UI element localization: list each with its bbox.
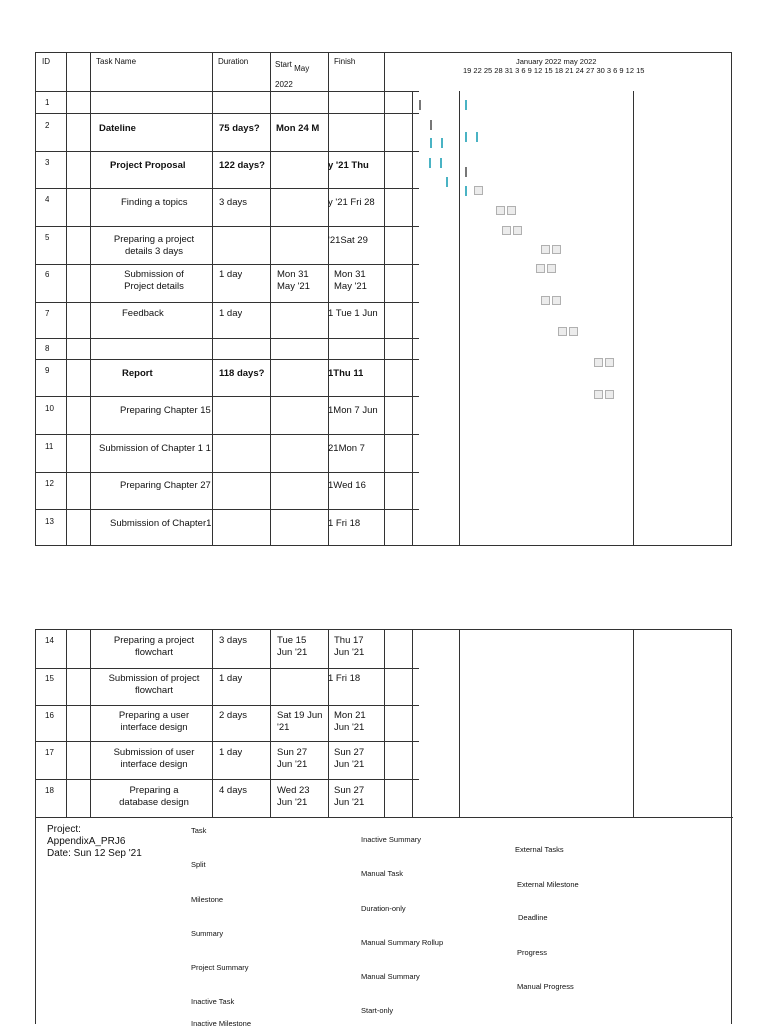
row-divider: [36, 338, 419, 339]
gantt-inactive-marker: [541, 245, 550, 254]
task-id: 6: [45, 270, 50, 279]
task-id: 17: [45, 748, 54, 757]
task-name: Preparing a project flowchart: [113, 635, 195, 658]
legend-external-tasks: External Tasks: [515, 845, 564, 854]
row-divider: [36, 705, 419, 706]
timeline-title: January 2022 may 2022: [516, 57, 597, 66]
gantt-inactive-marker: [541, 296, 550, 305]
legend-external-milestone: External Milestone: [517, 880, 579, 889]
task-duration: 1 day: [219, 269, 243, 280]
gantt-task-bar: [465, 186, 467, 196]
gantt-table-2: [35, 629, 732, 1028]
task-start: Mon 24 M: [276, 123, 320, 134]
legend-inactive-task: Inactive Task: [191, 997, 235, 1006]
gantt-summary-mark: [430, 120, 432, 130]
task-finish: y '21 Thu: [328, 160, 369, 171]
gantt-task-bar: [465, 132, 467, 142]
task-finish: Thu 17 Jun '21: [334, 635, 365, 658]
row-divider: [36, 779, 419, 780]
col-divider: [459, 630, 460, 818]
task-start: Tue 15 Jun '21: [277, 635, 308, 658]
row-divider: [36, 359, 419, 360]
timeline-ticks: 19 22 25 28 31 3 6 9 12 15 18 21 24 27 30 3 6 9 12 15: [463, 66, 645, 75]
gantt-task-bar: [476, 132, 478, 142]
row-divider: [36, 226, 419, 227]
gantt-summary-mark: [419, 100, 421, 110]
task-id: 9: [45, 366, 50, 375]
task-finish: 1 Fri 18: [328, 518, 361, 529]
task-id: 10: [45, 404, 54, 413]
col-divider: [384, 630, 385, 818]
gantt-inactive-marker: [496, 206, 505, 215]
task-id: 15: [45, 674, 54, 683]
task-start: Sun 27 Jun '21: [277, 747, 308, 770]
task-id: 12: [45, 479, 54, 488]
gantt-inactive-marker: [552, 296, 561, 305]
legend-start-only: Start-only: [361, 1006, 394, 1015]
row-divider: [36, 113, 419, 114]
legend-inactive-milestone: Inactive Milestone: [191, 1019, 252, 1028]
header-start-sub: May: [294, 64, 310, 73]
col-divider: [66, 630, 67, 818]
task-finish: '21Sat 29: [328, 235, 368, 246]
task-duration: 75 days?: [219, 123, 260, 134]
task-id: 18: [45, 786, 54, 795]
task-name: Project Proposal: [110, 160, 186, 171]
task-id: 13: [45, 517, 54, 526]
legend-project-name: AppendixA_PRJ6: [47, 836, 126, 847]
row-divider: [36, 509, 419, 510]
task-finish: Mon 21 Jun '21: [334, 710, 366, 733]
gantt-inactive-marker: [474, 186, 483, 195]
task-duration: 2 days: [219, 710, 247, 721]
row-divider: [36, 188, 419, 189]
col-divider: [633, 91, 634, 545]
header-duration: Duration: [218, 57, 249, 66]
col-divider: [90, 630, 91, 818]
header-finish: Finish: [334, 57, 356, 66]
col-divider: [459, 91, 460, 545]
task-start: Mon 31 May '21: [277, 269, 310, 292]
task-name: Submission of Chapter 1 1: [99, 443, 211, 454]
legend-date: Date: Sun 12 Sep '21: [47, 848, 142, 859]
gantt-inactive-marker: [552, 245, 561, 254]
task-id: 3: [45, 158, 50, 167]
gantt-table-1: [35, 52, 732, 546]
task-name: Submission of Chapter1: [110, 518, 212, 529]
task-name: Dateline: [99, 123, 136, 134]
task-finish: 1Thu 11: [328, 368, 364, 379]
task-finish: 1 Tue 1 Jun: [328, 308, 378, 319]
row-divider: [36, 396, 419, 397]
task-finish: y '21 Fri 28: [328, 197, 375, 208]
row-divider: [36, 472, 419, 473]
header-start-year: 2022: [275, 80, 293, 89]
row-divider: [36, 302, 419, 303]
legend-project-summary: Project Summary: [191, 963, 249, 972]
gantt-inactive-marker: [569, 327, 578, 336]
legend-summary: Summary: [191, 929, 224, 938]
task-name: Submission of user interface design: [113, 747, 195, 770]
gantt-inactive-marker: [502, 226, 511, 235]
gantt-task-bar: [440, 158, 442, 168]
row-divider: [36, 741, 419, 742]
task-id: 14: [45, 636, 54, 645]
task-name: Report: [122, 368, 153, 379]
task-duration: 3 days: [219, 635, 247, 646]
legend-manual-summary-rollup: Manual Summary Rollup: [361, 938, 444, 947]
task-id: 1: [45, 98, 50, 107]
task-duration: 1 day: [219, 308, 243, 319]
gantt-task-bar: [430, 138, 432, 148]
task-finish: Mon 31 May '21: [334, 269, 367, 292]
row-divider: [36, 434, 419, 435]
task-finish: Sun 27 Jun '21: [334, 785, 365, 808]
task-name: Feedback: [122, 308, 164, 319]
gantt-inactive-marker: [605, 390, 614, 399]
task-id: 5: [45, 233, 50, 242]
task-start: Sat 19 Jun '21: [277, 710, 323, 733]
header-id: ID: [42, 57, 50, 66]
task-name: Finding a topics: [121, 197, 188, 208]
task-duration: 1 day: [219, 673, 243, 684]
task-name: Preparing Chapter 15: [120, 405, 211, 416]
legend-split: Split: [191, 860, 206, 869]
gantt-inactive-marker: [605, 358, 614, 367]
row-divider: [36, 264, 419, 265]
gantt-inactive-marker: [547, 264, 556, 273]
gantt-inactive-marker: [513, 226, 522, 235]
gantt-inactive-marker: [594, 390, 603, 399]
task-id: 8: [45, 344, 50, 353]
task-name: Preparing Chapter 27: [120, 480, 211, 491]
task-duration: 3 days: [219, 197, 247, 208]
legend-manual-summary: Manual Summary: [361, 972, 420, 981]
row-divider: [36, 668, 419, 669]
task-name: Preparing a user interface design: [118, 710, 190, 733]
legend-manual-progress: Manual Progress: [517, 982, 574, 991]
task-id: 4: [45, 195, 50, 204]
gantt-task-bar: [441, 138, 443, 148]
gantt-inactive-marker: [594, 358, 603, 367]
header-start: [275, 60, 310, 73]
task-duration: 4 days: [219, 785, 247, 796]
task-id: 16: [45, 711, 54, 720]
legend-deadline: Deadline: [518, 913, 548, 922]
legend-progress: Progress: [517, 948, 548, 957]
task-finish: 1 Fri 18: [328, 673, 361, 684]
task-duration: 1 day: [219, 747, 243, 758]
legend-task: Task: [191, 826, 207, 835]
col-divider: [412, 630, 413, 818]
col-divider: [212, 630, 213, 818]
row-divider: [36, 151, 419, 152]
legend-project-label: Project:: [47, 824, 81, 835]
gantt-inactive-marker: [507, 206, 516, 215]
legend-manual-task: Manual Task: [361, 869, 403, 878]
legend-inactive-summary: Inactive Summary: [361, 835, 422, 844]
gantt-task-bar: [465, 100, 467, 110]
task-finish: 1Mon 7 Jun: [328, 405, 378, 416]
task-finish: 1Wed 16: [328, 480, 366, 491]
row-divider: [36, 817, 733, 818]
gantt-summary-mark: [465, 167, 467, 177]
task-finish: 21Mon 7: [328, 443, 365, 454]
task-id: 7: [45, 309, 50, 318]
gantt-inactive-marker: [558, 327, 567, 336]
task-finish: Sun 27 Jun '21: [334, 747, 365, 770]
task-name: Submission of project flowchart: [108, 673, 200, 696]
task-id: 2: [45, 121, 50, 130]
gantt-inactive-marker: [536, 264, 545, 273]
col-divider: [270, 630, 271, 818]
task-id: 11: [45, 442, 54, 451]
task-start: Wed 23 Jun '21: [277, 785, 310, 808]
task-name: Preparing a project details 3 days: [113, 234, 195, 257]
header-task-name: Task Name: [96, 57, 137, 66]
col-divider: [412, 91, 413, 545]
task-duration: 122 days?: [219, 160, 265, 171]
col-divider: [328, 630, 329, 818]
task-name: Submission of Project details: [124, 269, 184, 292]
task-name: Preparing a database design: [119, 785, 189, 808]
gantt-task-bar: [446, 177, 448, 187]
legend-milestone: Milestone: [191, 895, 224, 904]
task-duration: 118 days?: [219, 368, 265, 379]
legend-duration-only: Duration-only: [361, 904, 406, 913]
header-start-label: Start: [275, 60, 292, 69]
row-divider: [36, 91, 419, 92]
col-divider: [633, 630, 634, 818]
gantt-task-bar: [429, 158, 431, 168]
